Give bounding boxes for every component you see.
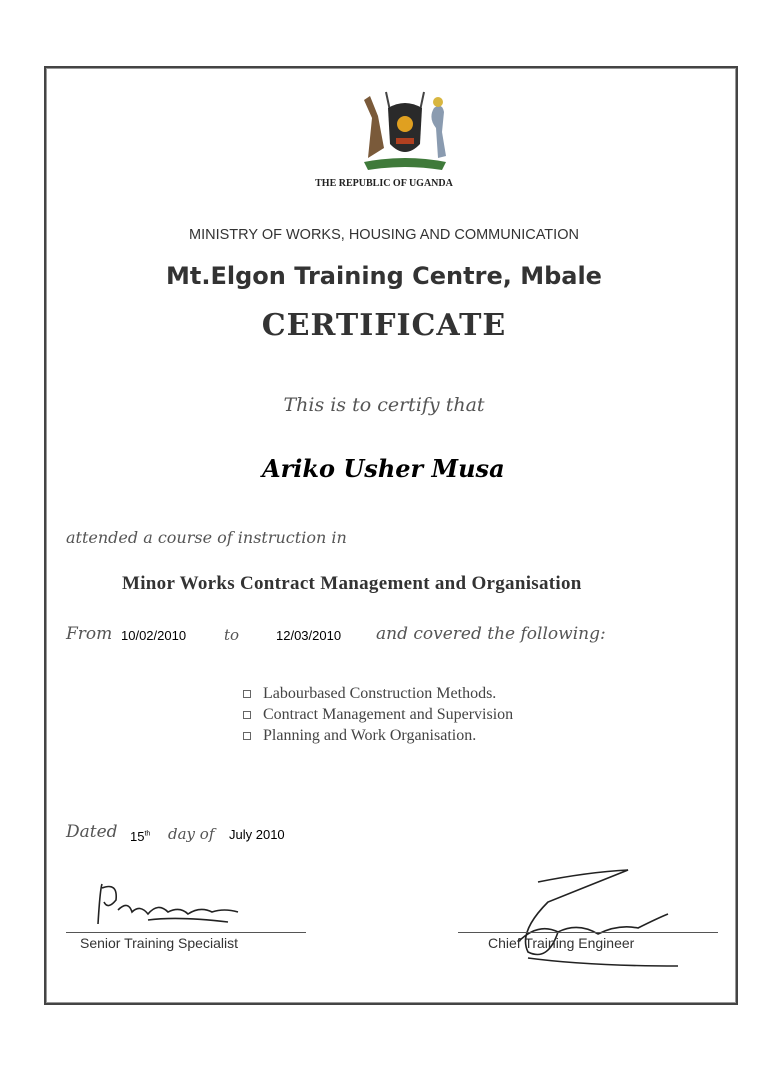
ministry-name: MINISTRY OF WORKS, HOUSING AND COMMUNICATION (189, 227, 579, 243)
checkbox-bullet-icon (243, 690, 251, 698)
topic-item: Labourbased Construction Methods. (243, 683, 513, 704)
recipient-name: Ariko Usher Musa (262, 454, 505, 483)
from-label: From (66, 624, 113, 644)
attended-text: attended a course of instruction in (66, 528, 347, 547)
coat-of-arms-emblem (358, 88, 452, 174)
day-of-label: day of (168, 825, 215, 843)
left-signature-line (66, 932, 306, 933)
to-date: 12/03/2010 (276, 628, 342, 643)
month-year: July 2010 (229, 827, 285, 842)
right-signatory-title: Chief Training Engineer (488, 935, 635, 951)
left-signatory-title: Senior Training Specialist (80, 935, 238, 951)
right-signature (488, 862, 688, 972)
checkbox-bullet-icon (243, 732, 251, 740)
emblem-caption: THE REPUBLIC OF UGANDA (315, 178, 453, 189)
left-signature (88, 880, 258, 930)
day-value: 15th (130, 829, 151, 844)
to-label: to (224, 626, 240, 644)
checkbox-bullet-icon (243, 711, 251, 719)
topic-item: Contract Management and Supervision (243, 704, 513, 725)
course-title: Minor Works Contract Management and Organisation (122, 573, 582, 594)
topics-list (243, 683, 513, 746)
institution-name: Mt.Elgon Training Centre, Mbale (166, 262, 602, 290)
certificate-title: CERTIFICATE (261, 308, 507, 343)
right-signature-line (458, 932, 718, 933)
topic-item: Planning and Work Organisation. (243, 725, 513, 746)
dated-label: Dated (66, 822, 118, 842)
covered-text: and covered the following: (376, 624, 606, 644)
certify-text: This is to certify that (283, 394, 485, 416)
from-date: 10/02/2010 (121, 628, 187, 643)
